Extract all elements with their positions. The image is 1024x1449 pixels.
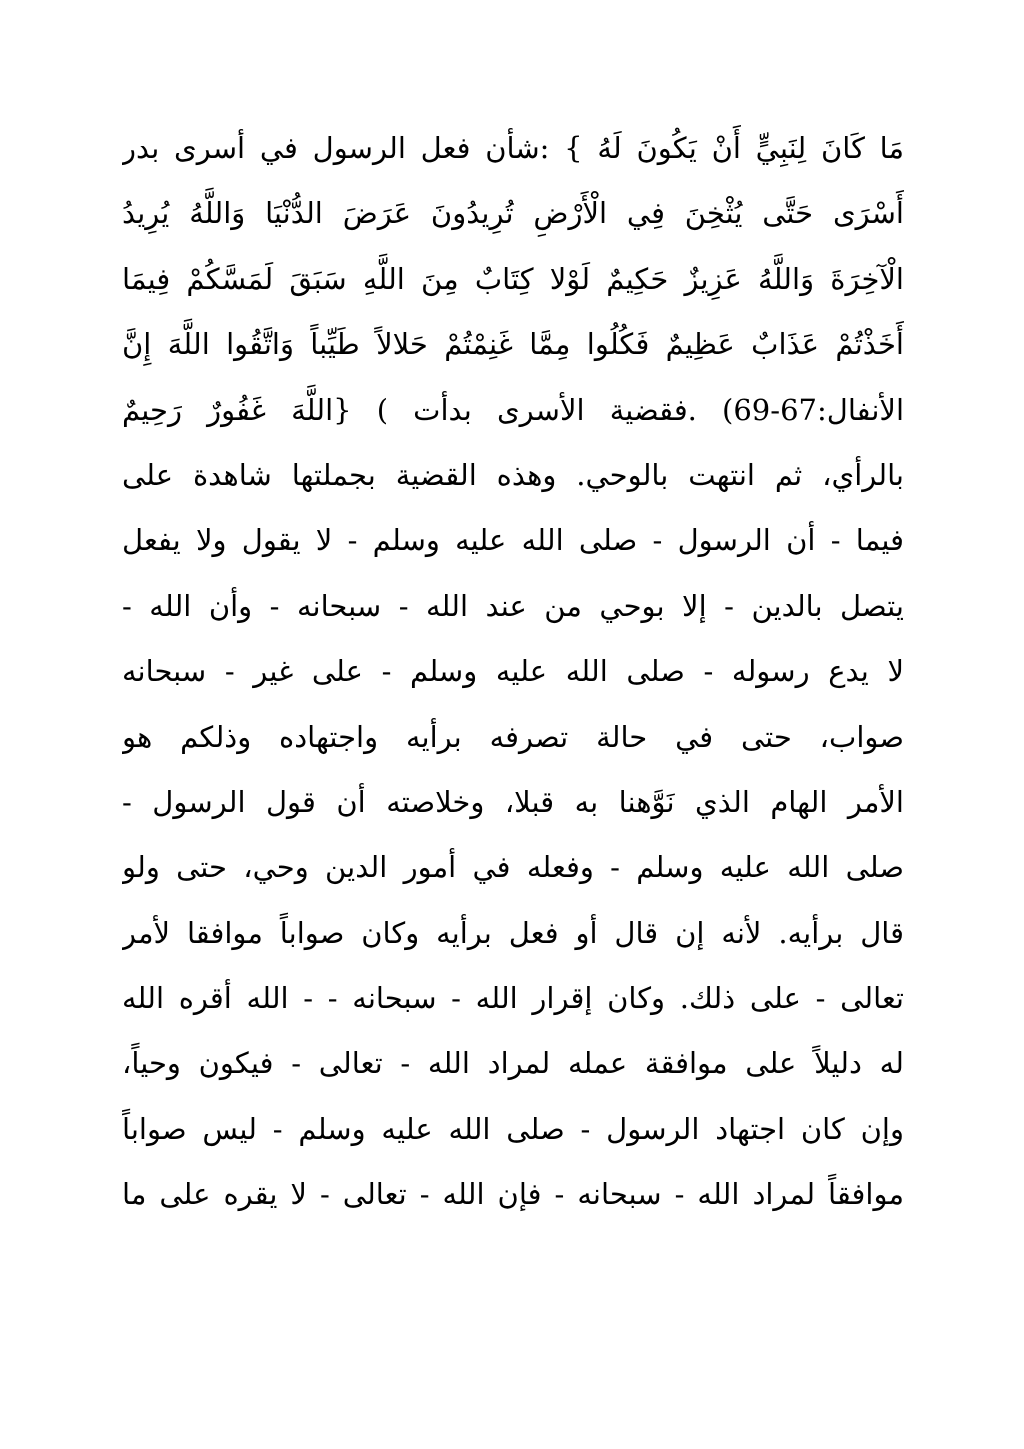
text-line-7: فيما - أن الرسول - صلى الله عليه وسلم - لا يقول ولا يفعل xyxy=(122,523,904,558)
text-line-16: وإن كان اجتهاد الرسول - صلى الله عليه وسلم - ليس صواباً xyxy=(122,1111,904,1146)
text-line-12: صلى الله عليه وسلم - وفعله في أمور الدين وحي، حتى ولو xyxy=(122,850,904,885)
text-line-10: صواب، حتى في حالة تصرفه برأيه واجتهاده وذلكم هو xyxy=(122,719,904,754)
text-line-8: يتصل بالدين - إلا بوحي من عند الله - سبحانه - وأن الله - xyxy=(122,588,904,623)
text-line-14: تعالى - على ذلك. وكان إقرار الله - سبحانه - - الله أقره الله xyxy=(122,981,904,1016)
body-text xyxy=(122,116,904,1228)
text-line-11: الأمر الهام الذي نَوَّهنا به قبلا، وخلاصته أن قول الرسول - xyxy=(122,784,904,819)
text-line-5: الأنفال:67-69) .فقضية الأسرى بدأت ) {اللَّهَ غَفُورٌ رَحِيمٌ xyxy=(122,392,904,427)
text-line-6: بالرأي، ثم انتهت بالوحي. وهذه القضية بجملتها شاهدة على xyxy=(122,457,904,492)
text-line-2: أَسْرَى حَتَّى يُثْخِنَ فِي الْأَرْضِ تُرِيدُونَ عَرَضَ الدُّنْيَا وَاللَّهُ يُرِيدُ xyxy=(122,196,904,231)
text-line-1: مَا كَانَ لِنَبِيٍّ أَنْ يَكُونَ لَهُ } :شأن فعل الرسول في أسرى بدر xyxy=(122,131,904,165)
text-line-13: قال برأيه. لأنه إن قال أو فعل برأيه وكان صواباً موافقا لأمر xyxy=(122,915,904,950)
text-line-9: لا يدع رسوله - صلى الله عليه وسلم - على غير - سبحانه xyxy=(122,654,904,689)
text-line-17: موافقاً لمراد الله - سبحانه - فإن الله - تعالى - لا يقره على ما xyxy=(122,1177,904,1212)
text-line-15: له دليلاً على موافقة عمله لمراد الله - تعالى - فيكون وحياً، xyxy=(122,1046,904,1081)
text-line-3: الْآخِرَةَ وَاللَّهُ عَزِيزٌ حَكِيمٌ لَوْلا كِتَابٌ مِنَ اللَّهِ سَبَقَ لَمَسَّكُمْ فِيمَا xyxy=(122,261,904,296)
text-line-4: أَخَذْتُمْ عَذَابٌ عَظِيمٌ فَكُلُوا مِمَّا غَنِمْتُمْ حَلالاً طَيِّباً وَاتَّقُوا اللَّهَ إِنَّ xyxy=(122,327,904,362)
